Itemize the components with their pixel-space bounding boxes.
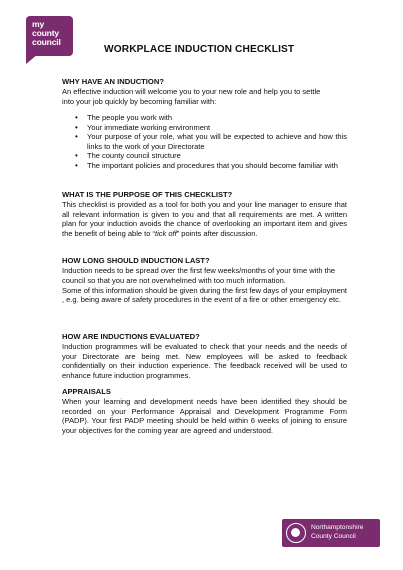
how-long-paragraph-1: Induction needs to be spread over the first few weeks/months of your time with the council so that you are not overwhelmed with too much information. xyxy=(62,266,336,285)
logo-line-1: my xyxy=(32,19,45,29)
list-item: • Your immediate working environment xyxy=(78,123,347,133)
purpose-tick-off: tick off xyxy=(155,228,177,238)
purpose-paragraph xyxy=(62,200,347,238)
logo-text xyxy=(32,20,72,47)
page-title: WORKPLACE INDUCTION CHECKLIST xyxy=(104,44,295,55)
how-long-paragraph-2: Some of this information should be given during the first few days of your employment , e.g. being aware of safety procedures in the event of a fire or other emergency etc. xyxy=(62,285,347,305)
heading-purpose: WHAT IS THE PURPOSE OF THIS CHECKLIST? xyxy=(62,190,233,199)
why-line-1: An effective induction will welcome you to your new role and help you to settle xyxy=(62,87,321,96)
my-county-council-logo xyxy=(26,16,73,64)
purpose-text-a: This checklist is provided as a tool for both you and your line manager to ensure that all relevant information is given to you and that all requirements are met. A written plan for your induction avoids the chance of overlooking an important item and gives the benefit of being able to “ xyxy=(62,200,347,238)
evaluated-paragraph: Induction programmes will be evaluated to check that your needs and the needs of your Directorate are being met. New employees will be asked to feedback confidentially on their induction experience. The feedback received will be used to enhance future induction programmes. xyxy=(62,342,347,380)
appraisals-paragraph: When your learning and development needs have been identified they should be recorded on your Performance Appraisal and Development Programme Form (PADP). Your first PADP meeting should be held within 6 weeks of joining to ensure your objectives for the coming year are agreed and understood. xyxy=(62,397,347,435)
induction-topics-list xyxy=(78,113,347,171)
list-item: • The people you work with xyxy=(78,113,347,123)
why-line-2: into your job quickly by becoming familiar with: xyxy=(62,96,217,106)
heading-evaluated: HOW ARE INDUCTIONS EVALUATED? xyxy=(62,332,200,341)
purpose-text-b: ” points after discussion. xyxy=(176,228,258,238)
heading-why: WHY HAVE AN INDUCTION? xyxy=(62,77,164,86)
list-item: • The county council structure xyxy=(78,151,347,161)
footer-logo-line-2: County Council xyxy=(311,532,356,540)
logo-speech-tail xyxy=(26,54,38,64)
footer-logo-line-1: Northamptonshire xyxy=(311,524,364,531)
crest-icon xyxy=(286,523,306,543)
list-item: • Your purpose of your role, what you will be expected to achieve and how this links to the work of your Directorate xyxy=(78,132,347,151)
logo-line-3: council xyxy=(32,37,61,47)
heading-how-long: HOW LONG SHOULD INDUCTION LAST? xyxy=(62,256,210,265)
footer-logo-text xyxy=(311,524,363,541)
heading-appraisals: APPRAISALS xyxy=(62,387,111,396)
list-item: • The important policies and procedures that you should become familiar with xyxy=(78,161,347,171)
logo-line-2: county xyxy=(32,28,59,38)
northamptonshire-logo xyxy=(282,519,380,547)
